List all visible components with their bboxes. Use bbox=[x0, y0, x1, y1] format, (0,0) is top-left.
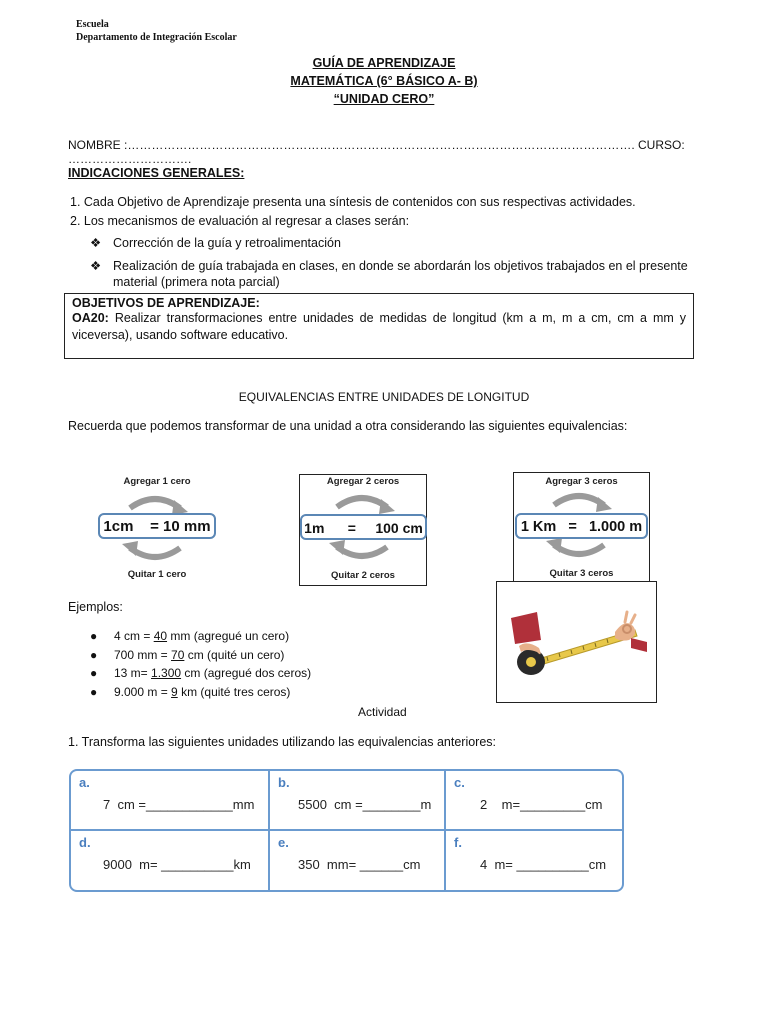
objetivos-text: OA20: Realizar transformaciones entre unidades de medidas de longitud (km a m, m a cm, cm a mm y viceversa), usando software educativo. bbox=[72, 311, 686, 342]
exercise-cell-a bbox=[71, 771, 270, 831]
exercise-cell-b bbox=[270, 771, 446, 831]
exercise-text[interactable]: 350 mm= ______cm bbox=[298, 857, 421, 872]
example-item-2: ● 700 mm = 70 cm (quité un cero) bbox=[90, 648, 285, 662]
exercise-text[interactable]: 7 cm =____________mm bbox=[103, 797, 255, 812]
card-top-label: Agregar 1 cero bbox=[123, 476, 191, 487]
subject-title: MATEMÁTICA (6° BÁSICO A- B) bbox=[290, 74, 478, 88]
exercise-grid bbox=[69, 769, 624, 892]
example-item-1: ● 4 cm = 40 mm (agregué un cero) bbox=[90, 629, 290, 643]
equivalence-card-cm-mm bbox=[96, 472, 218, 584]
bullet-item-2-continued: material (primera nota parcial) bbox=[113, 275, 280, 289]
department-name: Departamento de Integración Escolar bbox=[76, 32, 237, 43]
bullet-dot-icon: ● bbox=[90, 666, 98, 680]
card-bottom-label: Quitar 3 ceros bbox=[549, 568, 614, 579]
exercise-letter: d. bbox=[79, 835, 91, 850]
diamond-bullet-icon: ❖ bbox=[90, 259, 102, 273]
tape-measure-icon bbox=[497, 582, 656, 702]
card-bottom-label: Quitar 1 cero bbox=[127, 569, 187, 580]
oa-code: OA20: bbox=[72, 311, 109, 325]
equivalence-m-cm: 1m = 100 cm bbox=[300, 514, 427, 540]
equivalence-cm-mm: 1cm = 10 mm bbox=[98, 513, 216, 539]
exercise-text[interactable]: 5500 cm =________m bbox=[298, 797, 432, 812]
objetivos-box bbox=[64, 293, 694, 359]
indicacion-item-1: 1. Cada Objetivo de Aprendizaje presenta una síntesis de contenidos con sus respectivas actividades. bbox=[70, 195, 636, 209]
school-name: Escuela bbox=[76, 19, 109, 30]
exercise-letter: a. bbox=[79, 775, 90, 790]
exercise-letter: c. bbox=[454, 775, 465, 790]
bullet-dot-icon: ● bbox=[90, 629, 98, 643]
objetivos-heading: OBJETIVOS DE APRENDIZAJE: bbox=[72, 296, 260, 310]
exercise-text[interactable]: 9000 m= __________km bbox=[103, 857, 251, 872]
exercise-cell-e bbox=[270, 831, 446, 892]
example-item-3: ● 13 m= 1.300 cm (agregué dos ceros) bbox=[90, 666, 312, 680]
diamond-bullet-icon: ❖ bbox=[90, 236, 102, 250]
exercise-cell-c bbox=[446, 771, 622, 831]
actividad-heading: Actividad bbox=[358, 705, 407, 719]
exercise-text[interactable]: 4 m= __________cm bbox=[480, 857, 607, 872]
card-top-label: Agregar 3 ceros bbox=[545, 476, 618, 487]
equivalencias-heading: EQUIVALENCIAS ENTRE UNIDADES DE LONGITUD bbox=[238, 390, 530, 404]
card-top-label: Agregar 2 ceros bbox=[326, 476, 400, 487]
bullet-item-2: ❖ Realización de guía trabajada en clases, en donde se abordarán los objetivos trabajados en el presente bbox=[90, 259, 688, 273]
card-bottom-label: Quitar 2 ceros bbox=[331, 570, 395, 581]
bullet-dot-icon: ● bbox=[90, 648, 98, 662]
tape-measure-illustration bbox=[496, 581, 657, 703]
unit-title: “UNIDAD CERO” bbox=[333, 92, 435, 106]
equivalencias-intro: Recuerda que podemos transformar de una unidad a otra considerando las siguientes equivalencias: bbox=[68, 419, 628, 433]
exercise-letter: f. bbox=[454, 835, 462, 850]
exercise-cell-d bbox=[71, 831, 270, 892]
ejemplos-heading: Ejemplos: bbox=[68, 600, 123, 614]
indicacion-item-2: 2. Los mecanismos de evaluación al regresar a clases serán: bbox=[70, 214, 410, 228]
exercise-letter: b. bbox=[278, 775, 290, 790]
indicaciones-heading: INDICACIONES GENERALES: bbox=[68, 166, 245, 180]
exercise-cell-f bbox=[446, 831, 622, 892]
example-item-4: ● 9.000 m = 9 km (quité tres ceros) bbox=[90, 685, 291, 699]
bullet-item-1: ❖ Corrección de la guía y retroalimentación bbox=[90, 236, 341, 250]
equivalence-card-m-cm bbox=[299, 474, 427, 586]
actividad-instruction: 1. Transforma las siguientes unidades utilizando las equivalencias anteriores: bbox=[68, 735, 497, 749]
school-header bbox=[76, 18, 237, 44]
exercise-text[interactable]: 2 m=_________cm bbox=[480, 797, 603, 812]
exercise-letter: e. bbox=[278, 835, 289, 850]
nombre-curso-line: NOMBRE :………………………………………………………………………………………………………………. CURSO: …………………………. bbox=[68, 138, 685, 166]
equivalence-card-km-m bbox=[513, 472, 650, 582]
guide-title: GUÍA DE APRENDIZAJE bbox=[312, 56, 456, 70]
bullet-dot-icon: ● bbox=[90, 685, 98, 699]
equivalence-km-m: 1 Km = 1.000 m bbox=[515, 513, 648, 539]
